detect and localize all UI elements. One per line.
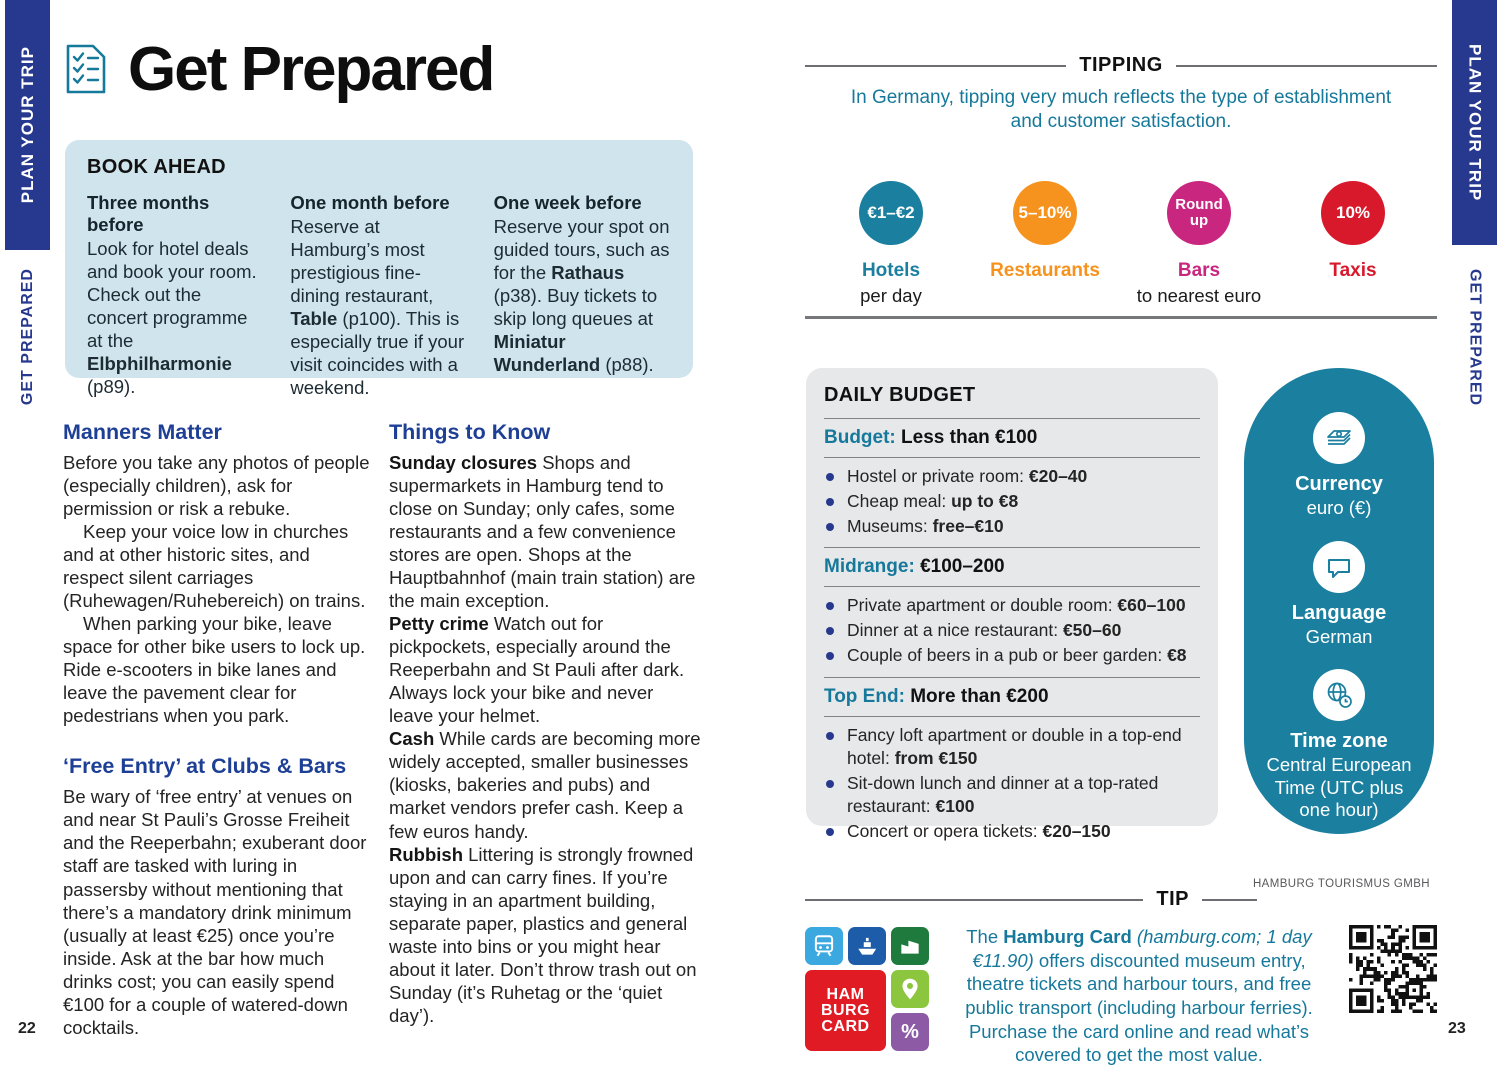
paragraph: Rubbish Littering is strongly frowned upon and can carry fines. If you’re staying in an apartment building, separate paper, plastics and general waste into bins or you might hear about it later. Don’t throw trash out on Sunday (it’s Ruhetag or the ‘quiet day’). [389, 843, 697, 1026]
tipping-section [805, 54, 1437, 307]
tip-text: The Hamburg Card (hamburg.com; 1 day €11.90) offers discounted museum entry, theatre tickets and harbour tours, and free public transport (including harbour ferries). Purchase the card online and read what’s covered to get the most value. [965, 926, 1313, 1066]
bullet-dot [826, 652, 834, 660]
book-ahead-column-body: Reserve your spot on guided tours, such as for the Rathaus (p38). Buy tickets to skip long queues at Miniatur Wunderland (p88). [493, 216, 670, 375]
page-number-left: 22 [18, 1020, 36, 1037]
paragraph: Petty crime Watch out for pickpockets, especially around the Reeperbahn and St Pauli after dark. Always lock your bike and never leave your helmet. [389, 613, 685, 727]
section-heading: ‘Free Entry’ at Clubs & Bars [63, 754, 347, 779]
budget-item: Hostel or private room: €20–40 [824, 465, 1200, 488]
tipping-label: Hotels [861, 259, 921, 281]
tipping-subtitle: In Germany, tipping very much reflects the type of establishment and customer satisfaction. [850, 87, 1392, 133]
speech-bubble-icon [1313, 541, 1365, 593]
bullet-dot [826, 828, 834, 836]
photo-credit: HAMBURG TOURISMUS GMBH [1252, 878, 1430, 890]
divider [824, 547, 1200, 548]
book-ahead-column [87, 192, 264, 400]
percent-icon: % [891, 1013, 929, 1051]
tipping-circle: 10% [1321, 181, 1385, 245]
divider [824, 677, 1200, 678]
budget-item: Sit-down lunch and dinner at a top-rated restaurant: €100 [824, 772, 1200, 818]
section-heading: Things to Know [389, 420, 551, 444]
hamburg-card-logo [805, 927, 929, 1067]
tipping-item [1279, 181, 1427, 307]
tipping-circle: Round up [1167, 181, 1231, 245]
book-ahead-column-heading: One month before [290, 192, 450, 213]
globe-clock-icon [1313, 669, 1365, 721]
tipping-item [817, 181, 965, 307]
tipping-item [1125, 181, 1273, 307]
info-pill-label: Currency [1295, 473, 1383, 495]
sidebar-plan-your-trip-right [1452, 0, 1497, 245]
budget-item: Couple of beers in a pub or beer garden: €8 [824, 644, 1200, 667]
budget-item-list [824, 724, 1200, 843]
tipping-item [971, 181, 1119, 307]
left-text-column [63, 420, 370, 1039]
book-ahead-columns [87, 192, 671, 400]
divider [805, 899, 1143, 901]
tipping-label: Restaurants [990, 259, 1100, 281]
budget-item: Museums: free–€10 [824, 515, 1200, 538]
daily-budget-box [806, 368, 1218, 841]
book-ahead-column-heading: Three months before [87, 192, 210, 235]
book-ahead-column [494, 192, 671, 400]
paragraph: Keep your voice low in churches and at other historic sites, and respect silent carriages (Ruhewagen/Ruhebereich) on trains. [63, 521, 366, 612]
tip-section [805, 888, 1437, 1067]
bullet-dot [826, 627, 834, 635]
budget-tier-label: Top End: More than €200 [824, 685, 1049, 707]
divider [1176, 65, 1437, 67]
budget-tier-label: Midrange: €100–200 [824, 556, 1005, 578]
bullet-dot [826, 523, 834, 531]
budget-tier-label: Budget: Less than €100 [824, 427, 1038, 448]
tip-header [805, 888, 1257, 911]
info-pill-item [1264, 669, 1414, 822]
divider [824, 586, 1200, 587]
bullet-dot [826, 732, 834, 740]
paragraph: Before you take any photos of people (especially children), ask for permission or risk a rebuke. [63, 452, 370, 520]
sidebar-section-label: GET PREPARED [18, 268, 36, 406]
info-pill-value: euro (€) [1306, 497, 1372, 518]
budget-item-list [824, 465, 1200, 538]
sidebar-section-label: GET PREPARED [1466, 269, 1484, 407]
bullet-dot [826, 473, 834, 481]
sidebar-plan-label: PLAN YOUR TRIP [17, 46, 37, 204]
concert-hall-icon [891, 927, 929, 965]
info-pill-label: Language [1291, 601, 1387, 624]
book-ahead-column-body: Look for hotel deals and book your room. Check out the concert programme at the Elbphilharmonie (p89). [87, 238, 257, 397]
budget-item: Private apartment or double room: €60–100 [824, 594, 1200, 617]
sidebar-plan-your-trip-left [5, 0, 50, 250]
banknotes-icon [1313, 412, 1365, 464]
daily-budget-title: DAILY BUDGET [824, 384, 976, 406]
bullet-dot [826, 498, 834, 506]
sidebar-plan-label: PLAN YOUR TRIP [1465, 43, 1485, 202]
section-heading: Manners Matter [63, 420, 222, 444]
divider [824, 418, 1200, 419]
tipping-sublabel: per day [860, 284, 922, 306]
info-pill [1244, 368, 1434, 834]
info-pill-item [1292, 541, 1386, 649]
info-pill-item [1295, 412, 1383, 520]
tipping-sublabel: to nearest euro [1136, 284, 1262, 306]
paragraph: When parking your bike, leave space for other bike users to lock up. Ride e-scooters in bike lanes and leave the pavement clear for pedestrians when you park. [63, 613, 366, 727]
info-pill-label: Time zone [1290, 730, 1388, 753]
book-ahead-box [65, 140, 693, 398]
sidebar-get-prepared-right [1452, 258, 1497, 418]
sidebar-get-prepared-left [5, 258, 50, 416]
paragraph: Be wary of ‘free entry’ at venues on and near St Pauli’s Grosse Freiheit and the Reeperbahn; exuberant door staff are tasked with luring in passersby without mentioning that there’s a mandatory drink minimum (usually at least €25) once you’re inside. Ask at the bar how much drinks cost; you can easily spend €100 for a couple of watered-down cocktails. [63, 786, 367, 1038]
tipping-label: Bars [1177, 259, 1221, 281]
page-number-right: 23 [1448, 1020, 1466, 1037]
divider [824, 457, 1200, 458]
qr-code [1349, 925, 1437, 1067]
daily-budget-tiers [824, 418, 1200, 843]
ship-icon [848, 927, 886, 965]
book-ahead-column-body: Reserve at Hamburg’s most prestigious fine-dining restaurant, Table (p100). This is especially true if your visit coincides with a weekend. [290, 216, 465, 398]
tipping-circle: €1–€2 [859, 181, 923, 245]
divider [805, 65, 1066, 67]
map-pin-icon [891, 970, 929, 1008]
tip-body [805, 923, 1437, 1067]
checklist-icon [65, 44, 107, 94]
middle-text-column [389, 420, 701, 1027]
paragraph: Sunday closures Shops and supermarkets in Hamburg tend to close on Sunday; only cafes, some restaurants and a few convenience stores are open. Shops at the Hauptbahnhof (main train station) are the main exception. [389, 452, 696, 612]
paragraph: Cash While cards are becoming more widely accepted, smaller businesses (kiosks, bakeries and pubs) and market vendors prefer cash. Keep a few euros handy. [389, 728, 701, 842]
tipping-circle: 5–10% [1013, 181, 1077, 245]
budget-item: Fancy loft apartment or double in a top-end hotel: from €150 [824, 724, 1200, 770]
budget-item: Cheap meal: up to €8 [824, 490, 1200, 513]
book-ahead-column-heading: One week before [493, 192, 642, 213]
budget-item-list [824, 594, 1200, 667]
divider [805, 316, 1437, 319]
budget-item: Dinner at a nice restaurant: €50–60 [824, 619, 1200, 642]
book-ahead-title: BOOK AHEAD [87, 156, 226, 178]
budget-item: Concert or opera tickets: €20–150 [824, 820, 1200, 843]
bullet-dot [826, 602, 834, 610]
bullet-dot [826, 780, 834, 788]
tipping-items [805, 181, 1437, 307]
tipping-title: TIPPING [1079, 54, 1163, 76]
book-ahead-column [290, 192, 467, 400]
page-title: Get Prepared [128, 35, 494, 104]
tipping-label: Taxis [1329, 259, 1377, 281]
divider [824, 716, 1200, 717]
hamburg-card-text-tile: HAM BURG CARD [805, 970, 886, 1051]
info-pill-value: German [1305, 625, 1373, 647]
divider [1202, 899, 1257, 901]
tip-title: TIP [1156, 888, 1189, 910]
info-pill-value: Central European Time (UTC plus one hour) [1266, 754, 1412, 821]
tipping-header [805, 54, 1437, 77]
train-icon [805, 927, 843, 965]
